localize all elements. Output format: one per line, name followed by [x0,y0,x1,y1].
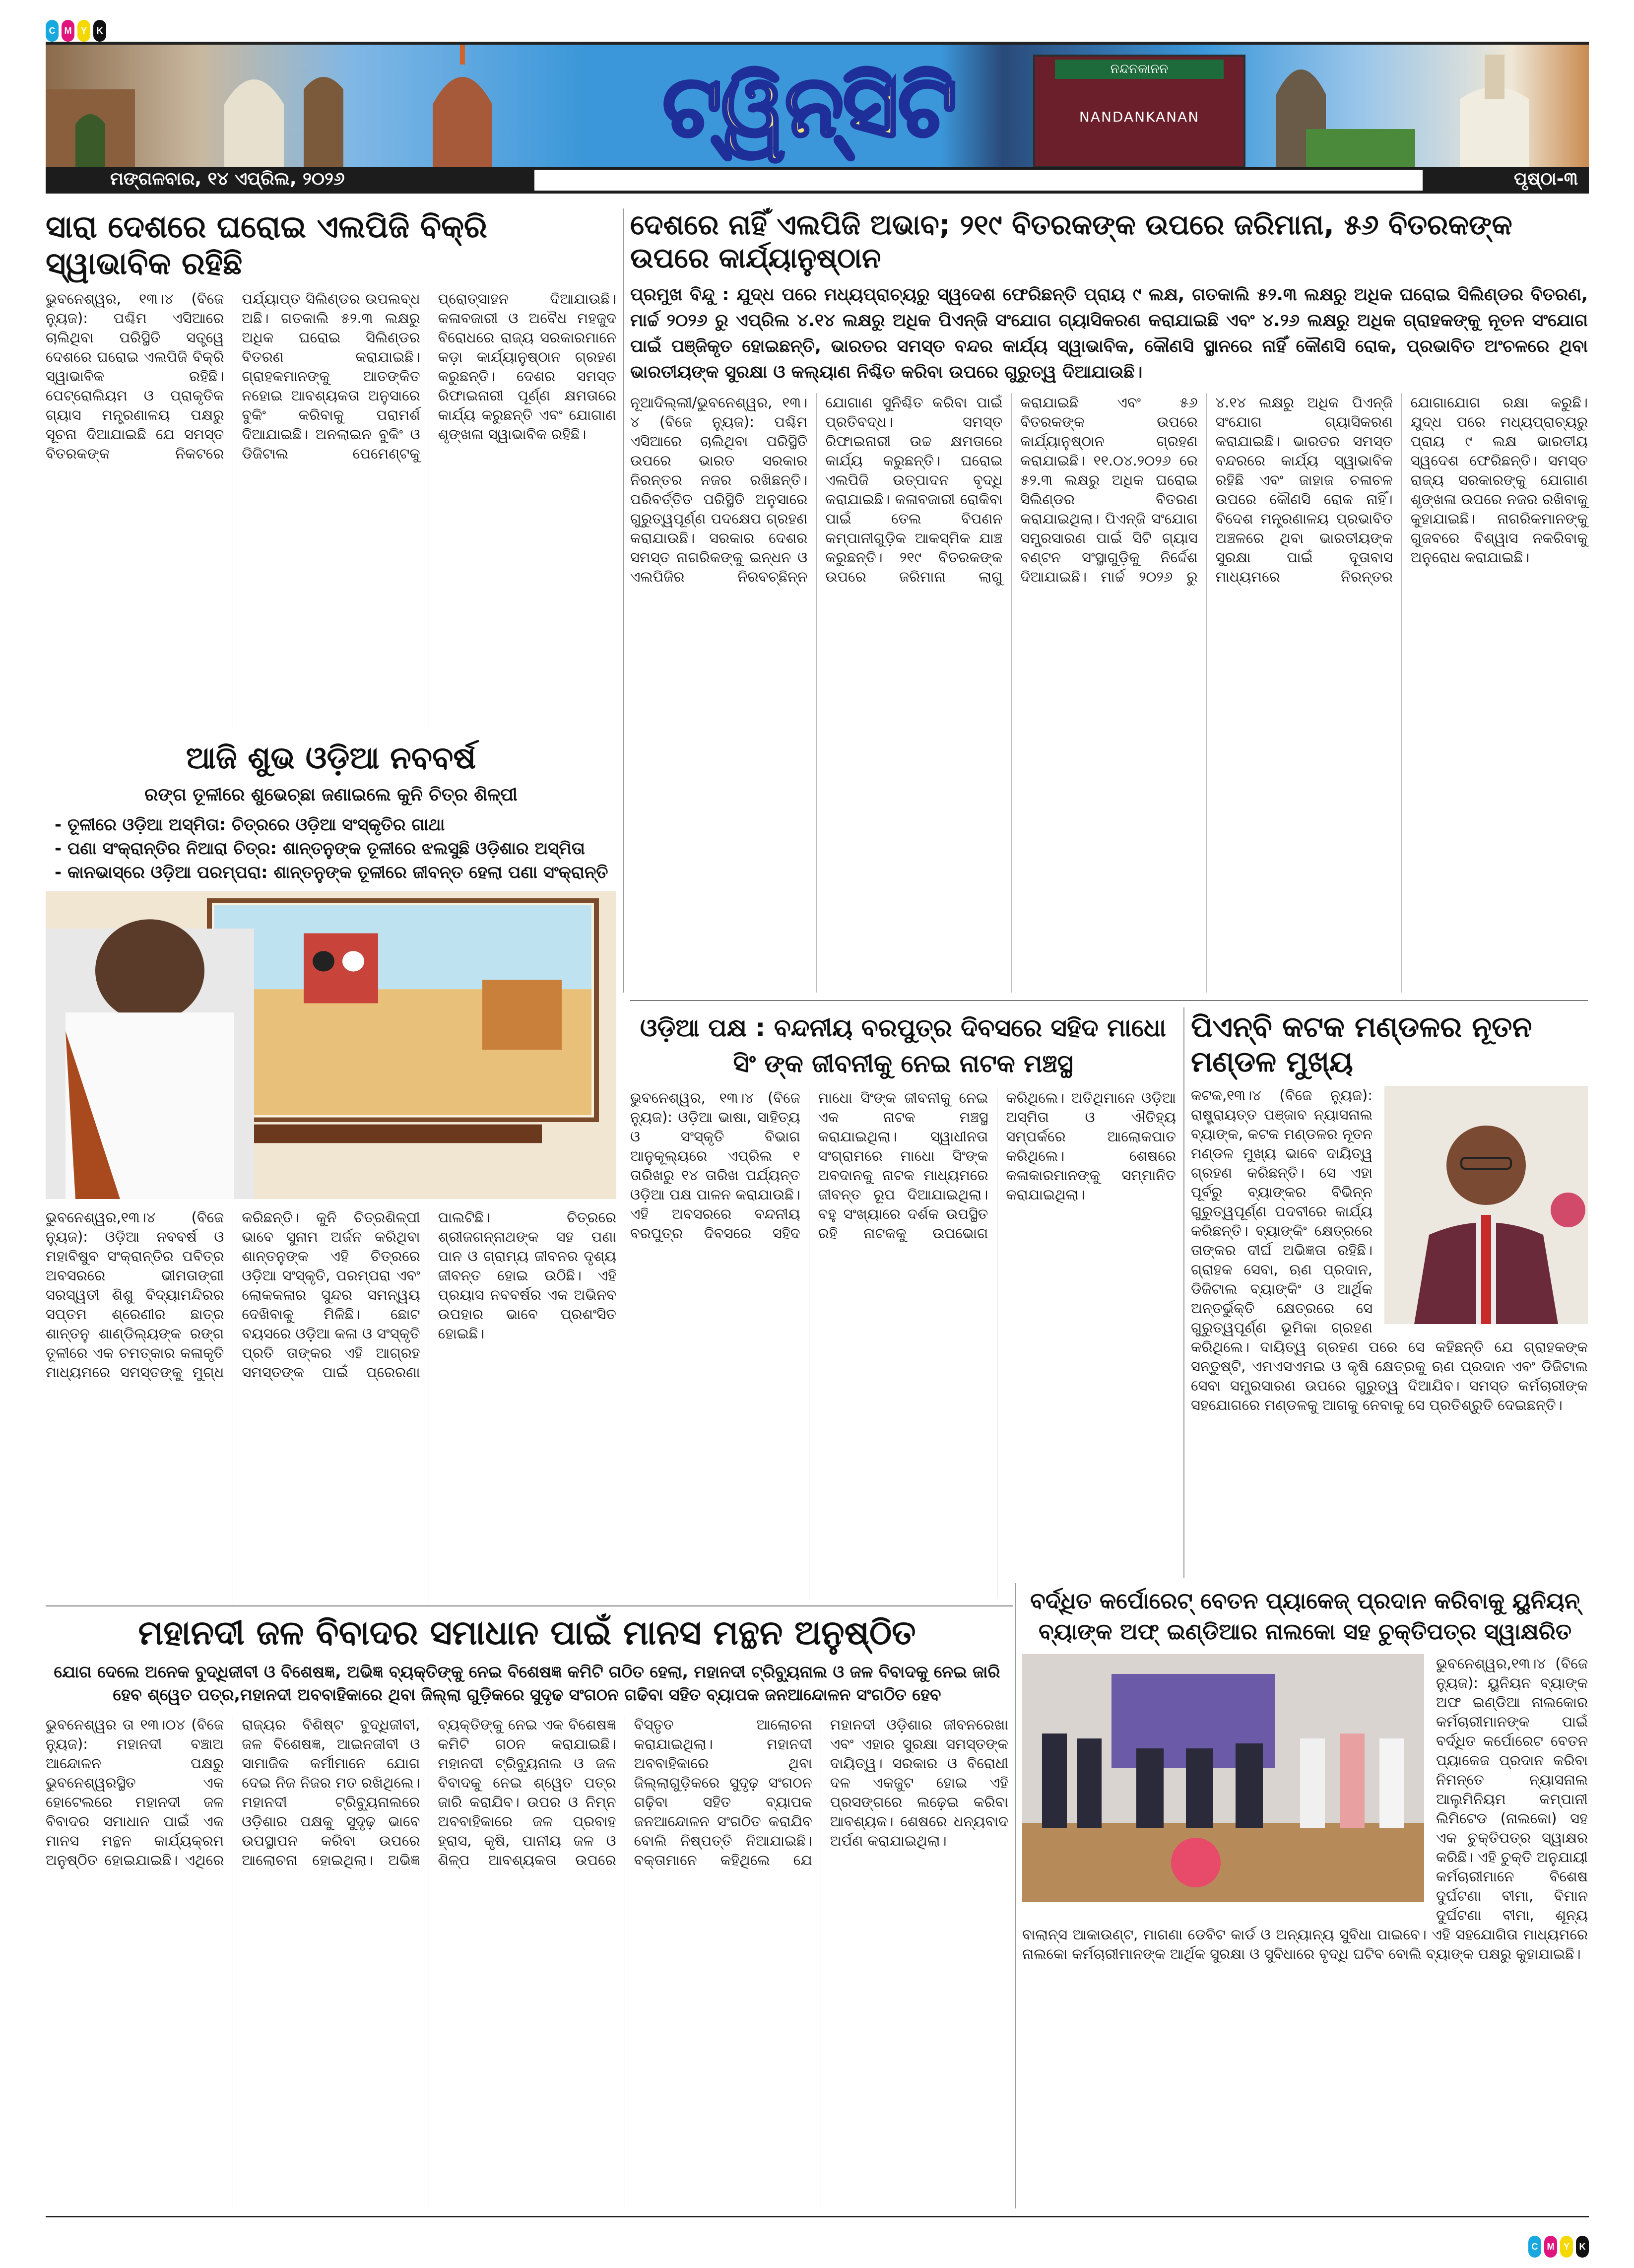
article-body-union-bank-wrapper [1022,1654,1588,2208]
painting-illustration [46,891,616,1199]
article-body-mahanadi: ଭୁବନେଶ୍ୱର ତା ୧୩।୦୪ (ବିଜେ ନ୍ୟୁଜ): ମହାନଦୀ ବଞ୍ଚାଅ ଆନ୍ଦୋଳନ ପକ୍ଷରୁ ଭୁବନେଶ୍ୱରସ୍ଥିତ ଏକ ହୋଟେଲରେ ମହାନଦୀ ଜଳ ବିବାଦର ସମାଧାନ ପାଇଁ ଏକ ମାନସ ମନ୍ଥନ କାର୍ଯ୍ୟକ୍ରମ ଅନୁଷ୍ଠିତ ହୋଇଯାଇଛି। ଏଥିରେ ରାଜ୍ୟର ବିଶିଷ୍ଟ ବୁଦ୍ଧିଜୀବୀ, ଜଳ ବିଶେଷଜ୍ଞ, ଆଇନଜୀବୀ ଓ ସାମାଜିକ କର୍ମୀମାନେ ଯୋଗ ଦେଇ ନିଜ ନିଜର ମତ ରଖିଥିଲେ। ମହାନଦୀ ଟ୍ରିବ୍ୟୁନାଲରେ ଓଡ଼ିଶାର ପକ୍ଷକୁ ସୁଦୃଢ଼ ଭାବେ ଉପସ୍ଥାପନ କରିବା ଉପରେ ଆଲୋଚନା ହୋଇଥିଲା। ଅଭିଜ୍ଞ ବ୍ୟକ୍ତିଙ୍କୁ ନେଇ ଏକ ବିଶେଷଜ୍ଞ କମିଟି ଗଠନ କରାଯାଇଛି। ମହାନଦୀ ଟ୍ରିବ୍ୟୁନାଲ ଓ ଜଳ ବିବାଦକୁ ନେଇ ଶ୍ୱେତ ପତ୍ର ଜାରି କରାଯିବ। ଉପର ଓ ନିମ୍ନ ଅବବାହିକାରେ ଜଳ ପ୍ରବାହ ହ୍ରାସ, କୃଷି, ପାନୀୟ ଜଳ ଓ ଶିଳ୍ପ ଆବଶ୍ୟକତା ଉପରେ ବିସ୍ତୃତ ଆଲୋଚନା କରାଯାଇଥିଲା। ମହାନଦୀ ଅବବାହିକାରେ ଥିବା ଜିଲ୍ଲାଗୁଡ଼ିକରେ ସୁଦୃଢ଼ ସଂଗଠନ ଗଢ଼ିବା ସହିତ ବ୍ୟାପକ ଜନଆନ୍ଦୋଳନ ସଂଗଠିତ କରାଯିବ ବୋଲି ନିଷ୍ପତ୍ତି ନିଆଯାଇଛି। ବକ୍ତାମାନେ କହିଥିଲେ ଯେ ମହାନଦୀ ଓଡ଼ିଶାର ଜୀବନରେଖା ଏବଂ ଏହାର ସୁରକ୍ଷା ସମସ୍ତଙ୍କ ଦାୟିତ୍ୱ। ସରକାର ଓ ବିରୋଧୀ ଦଳ ଏକଜୁଟ ହୋଇ ଏହି ପ୍ରସଙ୍ଗରେ ଲଢ଼େଇ କରିବା ଆବଶ୍ୟକ। ଶେଷରେ ଧନ୍ୟବାଦ ଅର୍ପଣ କରାଯାଇଥିଲା। [46,1716,1008,1868]
headline-odia-paksha: ଓଡ଼ିଆ ପକ୍ଷ : ବନ୍ଦନୀୟ ବରପୁତ୍ର ଦିବସରେ ସହିଦ ମାଧୋ ସିଂ ଙ୍କ ଜୀବନୀକୁ ନେଇ ନାଟକ ମଞ୍ଚସ୍ଥ [640,1013,1167,1078]
article-body-odia-paksha: ଭୁବନେଶ୍ୱର, ୧୩।୪ (ବିଜେ ନ୍ୟୁଜ): ଓଡ଼ିଆ ଭାଷା, ସାହିତ୍ୟ ଓ ସଂସ୍କୃତି ବିଭାଗ ଆନୁକୂଲ୍ୟରେ ଏପ୍ରିଲ ୧ ତାରିଖରୁ ୧୪ ତାରିଖ ପର୍ଯ୍ୟନ୍ତ ଓଡ଼ିଆ ପକ୍ଷ ପାଳନ କରାଯାଉଛି। ଏହି ଅବସରରେ ବନ୍ଦନୀୟ ବରପୁତ୍ର ଦିବସରେ ସହିଦ ମାଧୋ ସିଂଙ୍କ ଜୀବନୀକୁ ନେଇ ଏକ ନାଟକ ମଞ୍ଚସ୍ଥ କରାଯାଇଥିଲା। ସ୍ୱାଧୀନତା ସଂଗ୍ରାମରେ ମାଧୋ ସିଂଙ୍କ ଅବଦାନକୁ ନାଟକ ମାଧ୍ୟମରେ ଜୀବନ୍ତ ରୂପ ଦିଆଯାଇଥିଲା। ବହୁ ସଂଖ୍ୟାରେ ଦର୍ଶକ ଉପସ୍ଥିତ ରହି ନାଟକକୁ ଉପଭୋଗ କରିଥିଲେ। ଅତିଥିମାନେ ଓଡ଼ିଆ ଅସ୍ମିତା ଓ ଐତିହ୍ୟ ସମ୍ପର୍କରେ ଆଲୋକପାତ କରିଥିଲେ। ଶେଷରେ କଳାକାରମାନଙ୍କୁ ସମ୍ମାନିତ କରାଯାଇଥିଲା। [630,1089,1176,1242]
article-body-pnb: କଟକ,୧୩।୪ (ବିଜେ ନ୍ୟୁଜ): ରାଷ୍ଟ୍ରାୟତ୍ତ ପଞ୍ଜାବ ନ୍ୟାସନାଲ ବ୍ୟାଙ୍କ, କଟକ ମଣ୍ଡଳର ନୂତନ ମଣ୍ଡଳ ମୁଖ୍ୟ ଭାବେ ଦାୟିତ୍ୱ ଗ୍ରହଣ କରିଛନ୍ତି। ସେ ଏହା ପୂର୍ବରୁ ବ୍ୟାଙ୍କର ବିଭିନ୍ନ ଗୁରୁତ୍ୱପୂର୍ଣ୍ଣ ପଦବୀରେ କାର୍ଯ୍ୟ କରିଛନ୍ତି। ବ୍ୟାଙ୍କିଂ କ୍ଷେତ୍ରରେ ତାଙ୍କର ଦୀର୍ଘ ଅଭିଜ୍ଞତା ରହିଛି। ଗ୍ରାହକ ସେବା, ଋଣ ପ୍ରଦାନ, ଡିଜିଟାଲ ବ୍ୟାଙ୍କିଂ ଓ ଆର୍ଥିକ ଅନ୍ତର୍ଭୁକ୍ତି କ୍ଷେତ୍ରରେ ସେ ଗୁରୁତ୍ୱପୂର୍ଣ୍ଣ ଭୂମିକା ଗ୍ରହଣ କରିଥିଲେ। ଦାୟିତ୍ୱ ଗ୍ରହଣ ପରେ ସେ କହିଛନ୍ତି ଯେ ଗ୍ରାହକଙ୍କ ସନ୍ତୁଷ୍ଟି, ଏମଏସଏମଇ ଓ କୃଷି କ୍ଷେତ୍ରକୁ ଋଣ ପ୍ରଦାନ ଏବଂ ଡିଜିଟାଲ ସେବା ସମ୍ପ୍ରସାରଣ ଉପରେ ଗୁରୁତ୍ୱ ଦିଆଯିବ। ସମସ୍ତ କର୍ମଚାରୀଙ୍କ ସହଯୋଗରେ ମଣ୍ଡଳକୁ ଆଗକୁ ନେବାକୁ ସେ ପ୍ରତିଶ୍ରୁତି ଦେଇଛନ୍ତି। [1191,1087,1588,1414]
column-divider [1183,1007,1184,1578]
article-body-lpg-sales: ଭୁବନେଶ୍ୱର, ୧୩।୪ (ବିଜେ ନ୍ୟୁଜ): ପଶ୍ଚିମ ଏସିଆରେ ଚାଲିଥିବା ପରିସ୍ଥିତି ସତ୍ତ୍ୱେ ଦେଶରେ ଘରୋଇ ଏଲପିଜି ବିକ୍ରି ସ୍ୱାଭାବିକ ରହିଛି। ପେଟ୍ରୋଲିୟମ ଓ ପ୍ରାକୃତିକ ଗ୍ୟାସ ମନ୍ତ୍ରଣାଳୟ ପକ୍ଷରୁ ସୂଚନା ଦିଆଯାଇଛି ଯେ ସମସ୍ତ ବିତରକଙ୍କ ନିକଟରେ ପର୍ଯ୍ୟାପ୍ତ ସିଲିଣ୍ଡର ଉପଲବ୍ଧ ଅଛି। ଗତକାଲି ୫୨.୩ ଲକ୍ଷରୁ ଅଧିକ ଘରୋଇ ସିଲିଣ୍ଡର ବିତରଣ କରାଯାଇଛି। ଗ୍ରାହକମାନଙ୍କୁ ଆତଙ୍କିତ ନହୋଇ ଆବଶ୍ୟକତା ଅନୁସାରେ ବୁକିଂ କରିବାକୁ ପରାମର୍ଶ ଦିଆଯାଇଛି। ଅନଲାଇନ ବୁକିଂ ଓ ଡିଜିଟାଲ ପେମେଣ୍ଟକୁ ପ୍ରୋତ୍ସାହନ ଦିଆଯାଉଛି। କଳାବଜାରୀ ଓ ଅବୈଧ ମହଜୁଦ ବିରୋଧରେ ରାଜ୍ୟ ସରକାରମାନେ କଡ଼ା କାର୍ଯ୍ୟାନୁଷ୍ଠାନ ଗ୍ରହଣ କରୁଛନ୍ତି। ଦେଶର ସମସ୍ତ ରିଫାଇନାରୀ ପୂର୍ଣ୍ଣ କ୍ଷମତାରେ କାର୍ଯ୍ୟ କରୁଛନ୍ତି ଏବଂ ଯୋଗାଣ ଶୃଙ୍ଖଳା ସ୍ୱାଭାବିକ ରହିଛି। [46,290,616,462]
article-body-lpg-penalty: ନୂଆଦିଲ୍ଲୀ/ଭୁବନେଶ୍ୱର, ୧୩।୪ (ବିଜେ ନ୍ୟୁଜ): ପଶ୍ଚିମ ଏସିଆରେ ଚାଲିଥିବା ପରିସ୍ଥିତି ଉପରେ ଭାରତ ସରକାର ନିରନ୍ତର ନଜର ରଖିଛନ୍ତି। ପରିବର୍ତ୍ତିତ ପରିସ୍ଥିତି ଅନୁସାରେ ଗୁରୁତ୍ୱପୂର୍ଣ୍ଣ ପଦକ୍ଷେପ ଗ୍ରହଣ କରାଯାଉଛି। ସରକାର ଦେଶର ସମସ୍ତ ନାଗରିକଙ୍କୁ ଇନ୍ଧନ ଓ ଏଲପିଜିର ନିରବଚ୍ଛିନ୍ନ ଯୋଗାଣ ସୁନିଶ୍ଚିତ କରିବା ପାଇଁ ପ୍ରତିବଦ୍ଧ। ସମସ୍ତ ରିଫାଇନାରୀ ଉଚ୍ଚ କ୍ଷମତାରେ କାର୍ଯ୍ୟ କରୁଛନ୍ତି। ଘରୋଇ ଏଲପିଜି ଉତ୍ପାଦନ ବୃଦ୍ଧି କରାଯାଇଛି। କଳାବଜାରୀ ରୋକିବା ପାଇଁ ତେଲ ବିପଣନ କମ୍ପାନୀଗୁଡ଼ିକ ଆକସ୍ମିକ ଯାଞ୍ଚ କରୁଛନ୍ତି। ୨୧୯ ବିତରକଙ୍କ ଉପରେ ଜରିମାନା ଲାଗୁ କରାଯାଇଛି ଏବଂ ୫୬ ବିତରକଙ୍କ ଉପରେ କାର୍ଯ୍ୟାନୁଷ୍ଠାନ ଗ୍ରହଣ କରାଯାଇଛି। ୧୧.୦୪.୨୦୨୬ ରେ ୫୨.୩ ଲକ୍ଷରୁ ଅଧିକ ଘରୋଇ ସିଲିଣ୍ଡର ବିତରଣ କରାଯାଇଥିଲା। ପିଏନ୍‌ଜି ସଂଯୋଗ ସମ୍ପ୍ରସାରଣ ପାଇଁ ସିଟି ଗ୍ୟାସ ବଣ୍ଟନ ସଂସ୍ଥାଗୁଡ଼ିକୁ ନିର୍ଦ୍ଦେଶ ଦିଆଯାଇଛି। ମାର୍ଚ୍ଚ ୨୦୨୬ ରୁ ୪.୧୪ ଲକ୍ଷରୁ ଅଧିକ ପିଏନ୍‌ଜି ସଂଯୋଗ ଗ୍ୟାସିକରଣ କରାଯାଇଛି। ଭାରତର ସମସ୍ତ ବନ୍ଦରରେ କାର୍ଯ୍ୟ ସ୍ୱାଭାବିକ ରହିଛି ଏବଂ ଜାହାଜ ଚଳାଚଳ ଉପରେ କୌଣସି ରୋକ ନାହିଁ। ବିଦେଶ ମନ୍ତ୍ରଣାଳୟ ପ୍ରଭାବିତ ଅଞ୍ଚଳରେ ଥିବା ଭାରତୀୟଙ୍କ ସୁରକ୍ଷା ପାଇଁ ଦୂତାବାସ ମାଧ୍ୟମରେ ନିରନ୍ତର ଯୋଗାଯୋଗ ରକ୍ଷା କରୁଛି। ଯୁଦ୍ଧ ପରେ ମଧ୍ୟପ୍ରାଚ୍ୟରୁ ପ୍ରାୟ ୯ ଲକ୍ଷ ଭାରତୀୟ ସ୍ୱଦେଶ ଫେରିଛନ୍ତି। ସମସ୍ତ ରାଜ୍ୟ ସରକାରଙ୍କୁ ଯୋଗାଣ ଶୃଙ୍ଖଳା ଉପରେ ନଜର ରଖିବାକୁ କୁହାଯାଇଛି। ନାଗରିକମାନଙ୍କୁ ଗୁଜବରେ ବିଶ୍ୱାସ ନକରିବାକୁ ଅନୁରୋଧ କରାଯାଇଛି। [630,394,1588,586]
bullet-item: - ତୂଳୀରେ ଓଡ଼ିଆ ଅସ୍ମିତା: ଚିତ୍ରରେ ଓଡ଼ିଆ ସଂସ୍କୃତିର ଗାଥା [55,815,445,835]
signing-ceremony-image [1022,1654,1424,1902]
cyan-mark: C [1528,2236,1541,2258]
magenta-mark: M [1544,2236,1557,2258]
photo-boy-with-painting [46,891,616,1199]
issue-date: ମଙ୍ଗଳବାର, ୧୪ ଏପ୍ରିଲ, ୨୦୨୬ [110,169,345,189]
column-divider [1015,1583,1016,2208]
lead-lpg-penalty: ପ୍ରମୁଖ ବିନ୍ଦୁ : ଯୁଦ୍ଧ ପରେ ମଧ୍ୟପ୍ରାଚ୍ୟରୁ ସ୍ୱଦେଶ ଫେରିଛନ୍ତି ପ୍ରାୟ ୯ ଲକ୍ଷ, ଗତକାଲି ୫୨.୩ ଲକ୍ଷରୁ ଅଧିକ ଘରୋଇ ସିଲିଣ୍ଡର ବିତରଣ, ମାର୍ଚ୍ଚ ୨୦୨୬ ରୁ ଏପ୍ରିଲ ୪.୧୪ ଲକ୍ଷରୁ ଅଧିକ ପିଏନ୍‌ଜି ସଂଯୋଗ ଗ୍ୟାସିକରଣ କରାଯାଇଛି ଏବଂ ୪.୨୬ ଲକ୍ଷରୁ ଅଧିକ ଗ୍ରାହକଙ୍କୁ ନୂତନ ସଂଯୋଗ ପାଇଁ ପଞ୍ଜିକୃତ ହୋଇଛନ୍ତି, ଭାରତର ସମସ୍ତ ବନ୍ଦର କାର୍ଯ୍ୟ ସ୍ୱାଭାବିକ, କୌଣସି ସ୍ଥାନରେ ନାହିଁ କୌଣସି ରୋକ, ପ୍ରଭାବିତ ଅଂଚଳରେ ଥିବା ଭାରତୀୟଙ୍କ ସୁରକ୍ଷା ଓ କଲ୍ୟାଣ ନିଶ୍ଚିତ କରିବା ଉପରେ ଗୁରୁତ୍ୱ ଦିଆଯାଉଛି। [630,285,1588,383]
photo-mou-signing [1022,1654,1424,1902]
nandankanan-sign-odia: ନନ୍ଦନକାନନ [1055,60,1224,79]
cmyk-registration-marks [46,20,106,42]
article-body-pnb-wrapper [1191,1086,1588,1576]
official-portrait [1384,1086,1588,1324]
article-pnb [1191,1010,1588,1576]
subhead-mahanadi: ଯୋଗ ଦେଲେ ଅନେକ ବୁଦ୍ଧିଜୀବୀ ଓ ବିଶେଷଜ୍ଞ, ଅଭିଜ୍ଞ ବ୍ୟକ୍ତିଙ୍କୁ ନେଇ ବିଶେଷଜ୍ଞ କମିଟି ଗଠିତ ହେଲା, ମହାନଦୀ ଟ୍ରିବ୍ୟୁନାଲ ଓ ଜଳ ବିବାଦକୁ ନେଇ ଜାରି ହେବ ଶ୍ୱେତ ପତ୍ର,ମହାନଦୀ ଅବବାହିକାରେ ଥିବା ଜିଲ୍ଲା ଗୁଡ଼ିକରେ ସୁଦୃଢ ସଂଗଠନ ଗଢିବା ସହିତ ବ୍ୟାପକ ଜନଆନ୍ଦୋଳନ ସଂଗଠିତ ହେବ [54,1662,1000,1704]
headline-lpg-sales: ସାରା ଦେଶରେ ଘରୋଇ ଏଲପିଜି ବିକ୍ରି ସ୍ୱାଭାବିକ ରହିଛି [46,208,487,282]
headline-mahanadi: ମହାନଦୀ ଜଳ ବିବାଦର ସମାଧାନ ପାଇଁ ମାନସ ମନ୍ଥନ ଅନୁଷ୍ଠିତ [138,1613,916,1653]
bullet-item: - ପଣା ସଂକ୍ରାନ୍ତିର ନିଆରା ଚିତ୍ର: ଶାନ୍ତନୁଙ୍କ ତୂଳୀରେ ଝଲସୁଛି ଓଡ଼ିଶାର ଅସ୍ମିତା [55,839,585,859]
article-body-odia-new-year: ଭୁବନେଶ୍ୱର,୧୩।୪ (ବିଜେ ନ୍ୟୁଜ): ଓଡ଼ିଆ ନବବର୍ଷ ଓ ମହାବିଷୁବ ସଂକ୍ରାନ୍ତିର ପବିତ୍ର ଅବସରରେ ଭୀମତାଙ୍ଗୀ ସରସ୍ୱତୀ ଶିଶୁ ବିଦ୍ୟାମନ୍ଦିରର ସପ୍ତମ ଶ୍ରେଣୀର ଛାତ୍ର ଶାନ୍ତନୁ ଶାଣ୍ଡିଲ୍ୟଙ୍କ ରଙ୍ଗ ତୂଳୀରେ ଏକ ଚମତ୍କାର କଳାକୃତି ମାଧ୍ୟମରେ ସମସ୍ତଙ୍କୁ ମୁଗ୍ଧ କରିଛନ୍ତି। କୁନି ଚିତ୍ରଶିଳ୍ପୀ ଭାବେ ସୁନାମ ଅର୍ଜନ କରିଥିବା ଶାନ୍ତନୁଙ୍କ ଏହି ଚିତ୍ରରେ ଓଡ଼ିଆ ସଂସ୍କୃତି, ପରମ୍ପରା ଏବଂ ଲୋକକଳାର ସୁନ୍ଦର ସମନ୍ୱୟ ଦେଖିବାକୁ ମିଳିଛି। ଛୋଟ ବୟସରେ ଓଡ଼ିଆ କଳା ଓ ସଂସ୍କୃତି ପ୍ରତି ତାଙ୍କର ଏହି ଆଗ୍ରହ ସମସ୍ତଙ୍କ ପାଇଁ ପ୍ରେରଣା ପାଲଟିଛି। ଚିତ୍ରରେ ଶ୍ରୀଜଗନ୍ନାଥଙ୍କ ସହ ପଣା ପାନ ଓ ଗ୍ରାମ୍ୟ ଜୀବନର ଦୃଶ୍ୟ ଜୀବନ୍ତ ହୋଇ ଉଠିଛି। ଏହି ପ୍ରୟାସ ନବବର୍ଷର ଏକ ଅଭିନବ ଉପହାର ଭାବେ ପ୍ରଶଂସିତ ହୋଇଛି। [46,1209,616,1381]
page-bottom-rule [46,2216,1589,2217]
headline-union-bank: ବର୍ଦ୍ଧିତ କର୍ପୋରେଟ୍ ବେତନ ପ୍ୟାକେଜ୍ ପ୍ରଦାନ କରିବାକୁ ୟୁନିୟନ୍ ବ୍ୟାଙ୍କ ଅଫ୍ ଇଣ୍ଡିଆର ନାଲକୋ ସହ ଚୁକ୍ତିପତ୍ର ସ୍ୱାକ୍ଷରିତ [1030,1588,1580,1645]
headline-lpg-penalty: ଦେଶରେ ନାହିଁ ଏଲପିଜି ଅଭାବ; ୨୧୯ ବିତରକଙ୍କ ଉପରେ ଜରିମାନା, ୫୬ ବିତରକଙ୍କ ଉପରେ କାର୍ଯ୍ୟାନୁଷ୍ଠାନ [630,209,1512,275]
article-union-bank [1022,1586,1588,2208]
temple-collage-right-image [1246,45,1589,169]
temple-collage-left-image [46,45,591,169]
yellow-mark: Y [77,20,90,42]
section-divider [46,1605,1013,1606]
nandankanan-sign-english: NANDANKANAN [1079,109,1200,125]
masthead-banner [46,42,1589,169]
date-bar-blank-strip [534,170,1423,191]
cmyk-registration-marks-bottom [1528,2236,1589,2258]
article-mahanadi [46,1613,1008,2208]
article-lpg-penalty [630,208,1588,993]
headline-pnb: ପିଏନ୍‌ବି କଟକ ମଣ୍ଡଳର ନୂତନ ମଣ୍ଡଳ ମୁଖ୍ୟ [1191,1010,1532,1078]
black-mark: K [1576,2236,1589,2258]
yellow-mark: Y [1560,2236,1573,2258]
subhead-odia-new-year: ରଙ୍ଗ ତୂଳୀରେ ଶୁଭେଚ୍ଛା ଜଣାଇଲେ କୁନି ଚିତ୍ର ଶିଳ୍ପୀ [144,785,518,805]
newspaper-title: ଟ୍ୱିନ୍‌ସିଟି [663,58,957,156]
date-bar [46,167,1589,194]
headline-odia-new-year: ଆଜି ଶୁଭ ଓଡ଼ିଆ ନବବର୍ଷ [186,739,476,776]
black-mark: K [93,20,106,42]
column-divider [623,208,624,993]
bullet-item: - କାନଭାସ୍‌ରେ ଓଡ଼ିଆ ପରମ୍ପରା: ଶାନ୍ତନୁଙ୍କ ତୂଳୀରେ ଜୀବନ୍ତ ହେଲା ପଣା ସଂକ୍ରାନ୍ତି [55,863,608,883]
article-odia-paksha [630,1010,1176,1598]
article-body-union-bank: ଭୁବନେଶ୍ୱର,୧୩।୪ (ବିଜେ ନ୍ୟୁଜ): ୟୁନିୟନ ବ୍ୟାଙ୍କ ଅଫ ଇଣ୍ଡିଆ ନାଲକୋର କର୍ମଚାରୀମାନଙ୍କ ପାଇଁ ବର୍ଦ୍ଧିତ କର୍ପୋରେଟ ବେତନ ପ୍ୟାକେଜ ପ୍ରଦାନ କରିବା ନିମନ୍ତେ ନ୍ୟାସନାଲ ଆଲୁମିନିୟମ କମ୍ପାନୀ ଲିମିଟେଡ (ନାଲକୋ) ସହ ଏକ ଚୁକ୍ତିପତ୍ର ସ୍ୱାକ୍ଷର କରିଛି। ଏହି ଚୁକ୍ତି ଅନୁଯାୟୀ କର୍ମଚାରୀମାନେ ବିଶେଷ ଦୁର୍ଘଟଣା ବୀମା, ବିମାନ ଦୁର୍ଘଟଣା ବୀମା, ଶୂନ୍ୟ ବାଲାନ୍ସ ଆକାଉଣ୍ଟ, ମାଗଣା ଡେବିଟ କାର୍ଡ ଓ ଅନ୍ୟାନ୍ୟ ସୁବିଧା ପାଇବେ। ଏହି ସହଯୋଗିତା ମାଧ୍ୟମରେ ନାଲକୋ କର୍ମଚାରୀମାନଙ୍କ ଆର୍ଥିକ ସୁରକ୍ଷା ଓ ସୁବିଧାରେ ବୃଦ୍ଧି ଘଟିବ ବୋଲି ବ୍ୟାଙ୍କ ପକ୍ଷରୁ କୁହାଯାଇଛି। [1022,1655,1588,1962]
article-lpg-sales [46,208,616,730]
nandankanan-gate-image [1033,55,1245,168]
article-odia-new-year [46,739,616,1603]
magenta-mark: M [62,20,74,42]
new-year-bullets [46,813,616,884]
cyan-mark: C [46,20,59,42]
photo-pnb-official [1384,1086,1588,1324]
page-number: ପୃଷ୍ଠା-୩ [1514,169,1578,189]
section-divider [630,1000,1588,1001]
